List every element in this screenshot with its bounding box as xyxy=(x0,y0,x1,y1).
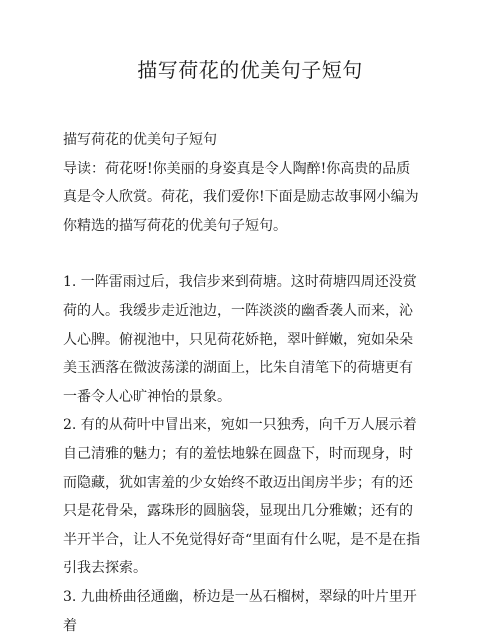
item-paragraph-2: 2. 有的从荷叶中冒出来，宛如一只独秀，向千万人展示着自己清雅的魅力；有的羞怯地躲在圆盘下，时而现身，时而隐藏，犹如害羞的少女始终不敢迈出闺房半步；有的还只是花骨朵，露珠形的圆脑袋，显现出几分雅嫩；还有的半开半合，让人不免觉得好奇“里面有什么呢，是不是在指引我去探索。 xyxy=(63,417,421,577)
paragraph-spacer xyxy=(63,240,423,268)
item-paragraph-1: 1. 一阵雷雨过后，我信步来到荷塘。这时荷塘四周还没赏荷的人。我缓步走近池边，一阵淡淡的幽香袭人而来，沁人心脾。俯视池中，只见荷花娇艳，翠叶鲜嫩，宛如朵朵美玉洒落在微波荡漾的湖面上，比朱自清笔下的荷塘更有一番令人心旷神怡的景象。 xyxy=(63,274,417,405)
item-paragraph-3: 3. 九曲桥曲径通幽，桥边是一丛石榴树，翠绿的叶片里开着 xyxy=(63,588,417,634)
document-body xyxy=(63,126,423,640)
document-title: 描写荷花的优美句子短句 xyxy=(137,58,363,82)
intro-paragraph: 导读：荷花呀!你美丽的身姿真是令人陶醉!你高贵的品质真是令人欣赏。荷花，我们爱你!下面是励志故事网小编为你精选的描写荷花的优美句子短句。 xyxy=(63,160,419,234)
section-heading: 描写荷花的优美句子短句 xyxy=(63,132,217,148)
